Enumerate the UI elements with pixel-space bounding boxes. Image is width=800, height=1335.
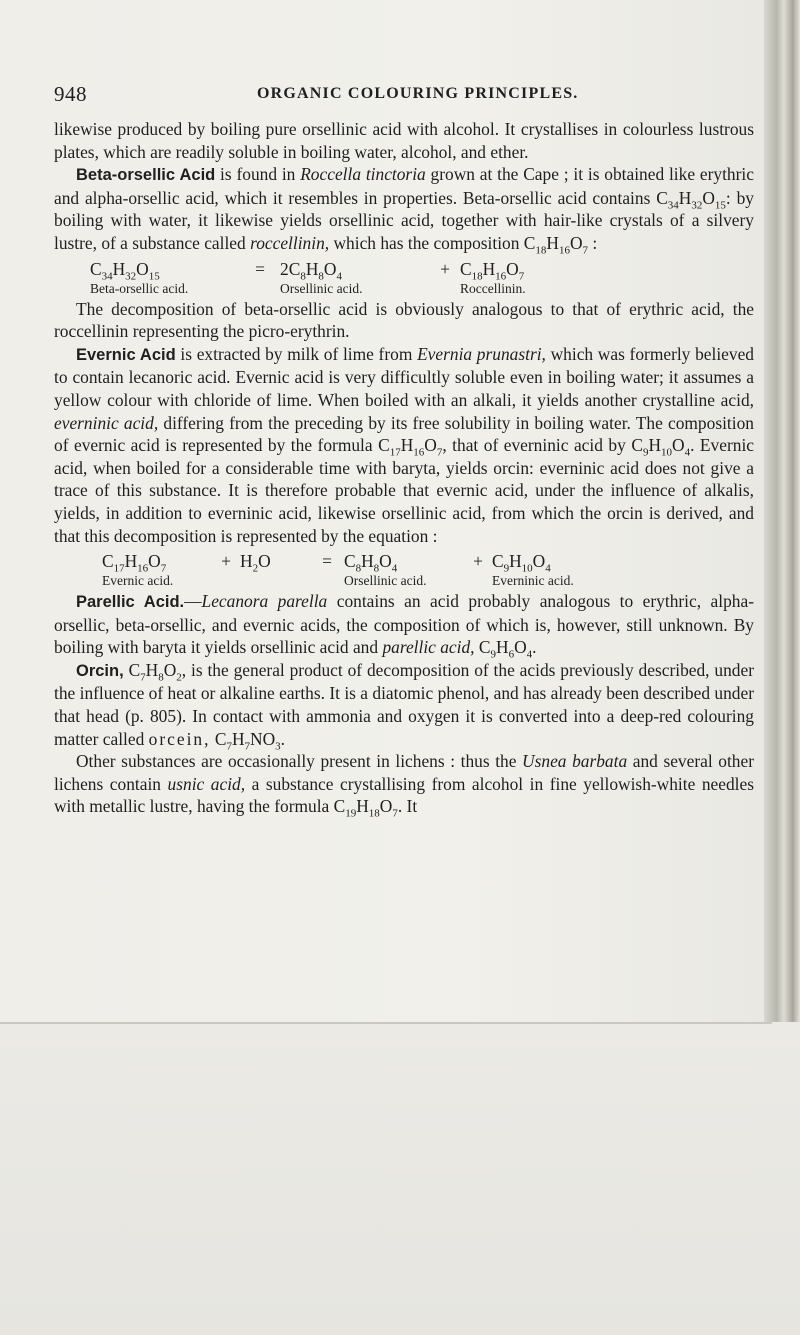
page-bottom-edge	[0, 1022, 772, 1024]
acid-usnic: usnic acid,	[167, 773, 246, 794]
body-text	[54, 118, 754, 818]
formula-c34h32o15: $C_{34}H_{32}O_{15}$	[90, 258, 160, 283]
label-evernic: Evernic acid.	[102, 573, 174, 589]
acid-parellic: parellic acid,	[382, 637, 475, 658]
orcin-heading: Orcin,	[76, 661, 124, 680]
running-header	[54, 82, 754, 108]
parellic-paragraph: Parellic Acid.—Lecanora parella contains an acid probably analogous to erythric, alpha-orsellic, beta-orsellic, and evernic acids, the composition of which is, however, still unknown. By boiling with baryta it yields orsellinic acid and parellic acid, $C_9H_6O_4$.	[54, 591, 754, 661]
intro-paragraph: likewise produced by boiling pure orsellinic acid with alcohol. It crystallises in colourless lustrous plates, which are readily soluble in boiling water, alcohol, and ether.	[54, 119, 754, 162]
running-title: ORGANIC COLOURING PRINCIPLES.	[257, 85, 579, 102]
formula-c8h8o4: $C_8H_8O_4$	[344, 551, 398, 575]
formula-h2o: $H_2O$	[240, 551, 271, 575]
plus-sign: +	[440, 258, 450, 279]
substance-roccellinin: roccellinin,	[250, 232, 330, 253]
formula-c17h16o7: $C_{17}H_{16}O_7$	[102, 551, 167, 575]
evernic-heading: Evernic Acid	[76, 345, 176, 364]
label-beta-orsellic: Beta-orsellic acid.	[90, 280, 189, 296]
other-substances-paragraph: Other substances are occasionally present in lichens : thus the Usnea barbata and several other lichens contain usnic acid, a substance crystallising from alcohol in fine yellowish-white needles with metallic lustre, having the formula $C_{19}H_{18}O_7$. It	[54, 751, 755, 820]
equals-sign: =	[322, 551, 332, 572]
equation-evernic	[102, 551, 754, 590]
beta-orsellic-heading: Beta-orsellic Acid	[76, 166, 216, 185]
species-usnea: Usnea barbata	[522, 751, 628, 772]
decomposition-paragraph: The decomposition of beta-orsellic acid is obviously analogous to that of erythric acid, the roccellinin representing the picro-erythrin.	[54, 298, 754, 342]
label-roccellinin: Roccellinin.	[460, 280, 526, 296]
orcin-paragraph: Orcin, $C_7H_8O_2$, is the general product of decomposition of the acids previously described, under the influence of heat or alkaline earths. It is a diatomic phenol, and has already been described under that head (p. 805). In contact with ammonia and oxygen it is converted into a deep-red colouring matter called orcein, $C_7H_7NO_3$.	[54, 659, 754, 753]
formula-c9h10o4: $C_9H_{10}O_4$	[492, 551, 551, 575]
equation-beta-orsellic	[90, 259, 754, 298]
label-orsellinic: Orsellinic acid.	[344, 573, 427, 589]
beta-orsellic-paragraph: Beta-orsellic Acid is found in Roccella tinctoria grown at the Cape ; it is obtained like erythric and alpha-orsellic acid, which it resembles in properties. Beta-orsellic acid contains $C_{34}H_{32}O_{15}$: by boiling with water, it likewise yields orsellinic acid, together with hair-like crystals of a silvery lustre, of a substance called roccellinin, which has the composition $C_{18}H_{16}O_7$ :	[54, 164, 754, 257]
orcein-word: orcein,	[148, 728, 211, 749]
page-bottom-margin	[0, 1022, 800, 1335]
acid-everninic: everninic acid,	[54, 412, 159, 433]
plus-sign: +	[473, 551, 483, 572]
parellic-heading: Parellic Acid.	[76, 593, 185, 612]
formula-2c8h8o4: $2C_8H_8O_4$	[280, 258, 342, 283]
plus-sign: +	[221, 551, 231, 572]
label-everninic: Everninic acid.	[492, 573, 574, 589]
formula-c18h16o7: $C_{18}H_{16}O_7$	[460, 258, 525, 283]
label-orsellinic: Orsellinic acid.	[280, 280, 363, 296]
species-roccella: Roccella tinctoria	[300, 164, 426, 185]
species-lecanora: Lecanora parella	[201, 591, 328, 612]
species-evernia: Evernia prunastri,	[417, 343, 546, 364]
page-number: 948	[54, 82, 87, 106]
equals-sign: =	[255, 258, 265, 279]
evernic-paragraph: Evernic Acid is extracted by milk of lime from Evernia prunastri, which was formerly believed to contain lecanoric acid. Evernic acid is very difficultly soluble even in boiling water; it assumes a yellow colour with chloride of lime. When boiled with an alkali, it yields another crystalline acid, everninic acid, differing from the preceding by its free solubility in boiling water. The composition of evernic acid is represented by the formula $C_{17}H_{16}O_7$, that of everninic acid by $C_9H_{10}O_4$. Evernic acid, when boiled for a considerable time with baryta, yields orcin: everninic acid does not give a trace of this substance. It is therefore probable that evernic acid, under the influence of alkalis, yields, in addition to everninic acid, likewise orsellinic acid, from which the orcin is derived, and that this decomposition is represented by the equation :	[54, 343, 754, 546]
